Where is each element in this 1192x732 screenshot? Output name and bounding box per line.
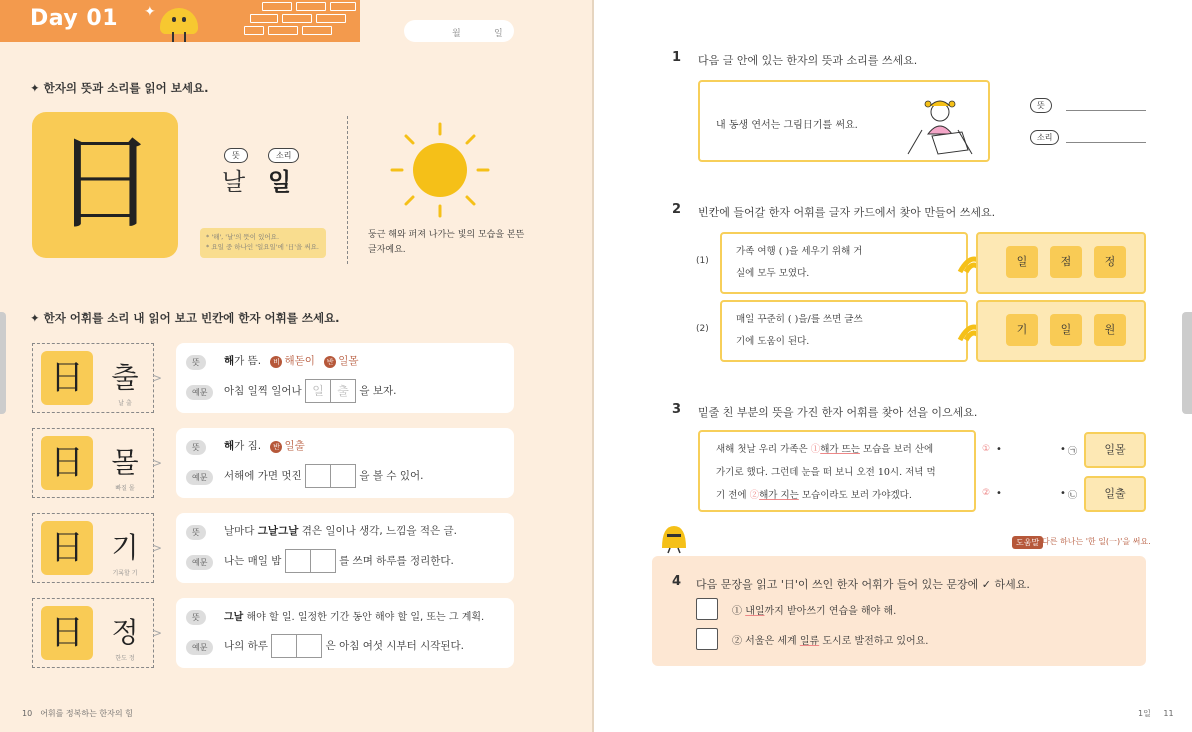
vocab-korean: 몰 — [111, 446, 139, 479]
q2-item-label: (2) — [696, 324, 709, 334]
vocab-info — [176, 428, 514, 498]
blank-box[interactable]: 일 — [305, 379, 331, 403]
q4-prompt: 다음 문장을 읽고 '日'이 쓰인 한자 어휘가 들어 있는 문장에 ✓ 하세요. — [696, 578, 1030, 591]
q1-meaning-answer-line[interactable] — [1066, 110, 1146, 111]
tag-meaning: 뜻 — [186, 440, 206, 455]
q4-option: ① 내일까지 받아쓰기 연습을 해야 해. — [732, 606, 897, 617]
char-card[interactable]: 원 — [1094, 314, 1126, 346]
vocab-hanja: 日 — [41, 351, 93, 405]
char-card[interactable]: 기 — [1006, 314, 1038, 346]
note-box — [200, 228, 326, 258]
tag-meaning: 뜻 — [186, 355, 206, 370]
q4-checkbox[interactable] — [696, 628, 718, 650]
meaning-pill: 뜻 — [224, 148, 248, 163]
q3-left-dot[interactable]: • — [996, 444, 1002, 455]
tip-text: 다른 하나는 '한 일(一)'을 써요. — [1042, 537, 1151, 546]
char-card-panel — [976, 232, 1146, 294]
sound-pill: 소리 — [268, 148, 299, 163]
q1-number: 1 — [672, 50, 682, 65]
day-title: Day 01 — [30, 6, 119, 31]
blank-box[interactable] — [296, 634, 322, 658]
date-field[interactable] — [404, 20, 514, 42]
q4-option: ② 서울은 세계 일류 도시로 발전하고 있어요. — [732, 636, 929, 647]
tag-example: 예문 — [186, 640, 213, 655]
meaning-word: 날 — [222, 168, 246, 196]
footer-right — [1138, 708, 1174, 719]
vocab-meaning: 날마다 그날그날 겪은 일이나 생각, 느낌을 적은 글. — [224, 525, 457, 537]
dashed-divider — [347, 116, 348, 264]
sound-word: 일 — [268, 168, 292, 196]
date-day-label: 일 — [494, 29, 503, 39]
vocab-info — [176, 598, 514, 668]
vocab-example: 나는 매일 밤 를 쓰며 하루를 정리한다. — [224, 553, 454, 568]
vocab-info — [176, 513, 514, 583]
blank-box[interactable] — [271, 634, 297, 658]
vocab-hanja: 日 — [41, 606, 93, 660]
blank-box[interactable]: 출 — [330, 379, 356, 403]
blank-box[interactable] — [310, 549, 336, 573]
vocab-korean: 기 — [111, 531, 139, 564]
q2-item-label: (1) — [696, 256, 709, 266]
side-tab-right[interactable] — [1182, 312, 1192, 414]
q2-prompt: 빈칸에 들어갈 한자 어휘를 글자 카드에서 찾아 만들어 쓰세요. — [698, 206, 996, 219]
blank-box[interactable] — [330, 464, 356, 488]
sparkle-icon: ✦ — [144, 4, 156, 20]
q3-left-mark: ② — [982, 488, 991, 498]
antonym-badge: 반 — [324, 356, 336, 368]
vocab-row — [32, 513, 516, 583]
vocab-info — [176, 343, 514, 413]
vocab-korean: 정 — [111, 616, 139, 649]
vocab-hint: 날 출 — [118, 400, 132, 407]
q4-checkbox[interactable] — [696, 598, 718, 620]
char-card[interactable]: 점 — [1050, 246, 1082, 278]
star-icon: ✦ — [30, 81, 40, 95]
mascot-icon — [654, 518, 694, 554]
section2-heading: ✦ 한자 어휘를 소리 내 읽어 보고 빈칸에 한자 어휘를 쓰세요. — [30, 311, 340, 325]
q4-number: 4 — [672, 574, 682, 589]
q3-right-dot[interactable]: • — [1060, 488, 1066, 499]
main-hanja: 日 — [52, 122, 157, 244]
q1-prompt: 다음 글 안에 있는 한자의 뜻과 소리를 쓰세요. — [698, 54, 918, 67]
left-page — [0, 0, 594, 732]
char-card[interactable]: 일 — [1006, 246, 1038, 278]
antonym-word: 일출 — [284, 440, 305, 452]
q4-panel — [652, 556, 1146, 666]
antonym-badge: 반 — [270, 441, 282, 453]
q3-right-mark: ㉡ — [1068, 491, 1078, 501]
q2-sentence: 매일 꾸준히 ( )을/를 쓰면 글쓰 기에 도움이 된다. — [736, 314, 863, 347]
chevron-right-icon: > — [152, 626, 163, 640]
q1-sentence-box — [698, 80, 990, 162]
vocab-hint: 한도 정 — [115, 655, 135, 662]
footer-left — [22, 708, 133, 719]
tip-badge: 도움말 — [1012, 536, 1043, 549]
vocab-example: 나의 하루 은 아침 여섯 시부터 시작된다. — [224, 638, 464, 653]
vocab-row — [32, 428, 516, 498]
tag-meaning: 뜻 — [186, 525, 206, 540]
q2-number: 2 — [672, 202, 682, 217]
synonym-badge: 비 — [270, 356, 282, 368]
page-number: 11 — [1163, 709, 1174, 718]
chevron-right-icon: > — [152, 456, 163, 470]
q1-sentence: 내 동생 연서는 그림日기를 써요. — [716, 120, 858, 131]
chapter-label: 1일 — [1138, 709, 1151, 718]
q2-sentence: 가족 여행 ( )을 세우기 위해 거 실에 모두 모였다. — [736, 246, 863, 279]
char-card[interactable]: 일 — [1050, 314, 1082, 346]
section1-heading: ✦ 한자의 뜻과 소리를 읽어 보세요. — [30, 81, 209, 95]
vocab-row — [32, 598, 516, 668]
vocab-korean: 출 — [111, 361, 139, 394]
main-hanja-card — [32, 112, 178, 258]
q2-sentence-box — [720, 300, 968, 362]
right-page — [594, 0, 1192, 732]
vocab-card — [32, 343, 154, 413]
mascot-legs-icon — [172, 32, 186, 42]
chevron-right-icon: > — [152, 371, 163, 385]
vocab-hanja: 日 — [41, 521, 93, 575]
q1-sound-pill: 소리 — [1030, 130, 1059, 145]
q3-number: 3 — [672, 402, 682, 417]
q2-sentence-box — [720, 232, 968, 294]
blank-box[interactable] — [305, 464, 331, 488]
vocab-hint: 기록할 기 — [112, 570, 138, 577]
tag-example: 예문 — [186, 470, 213, 485]
vocab-meaning: 해가 뜸. 비 해돋이 반 일몰 — [224, 355, 359, 367]
vocab-hanja: 日 — [41, 436, 93, 490]
vocab-meaning: 그날 해야 할 일. 일정한 기간 동안 해야 할 일, 또는 그 계획. — [224, 612, 485, 623]
note-line: * 요일 중 하나인 '일요일'에 '日'을 써요. — [206, 243, 319, 251]
q1-sound-answer-line[interactable] — [1066, 142, 1146, 143]
star-icon: ✦ — [30, 311, 40, 325]
vocab-row — [32, 343, 516, 413]
blank-box[interactable] — [285, 549, 311, 573]
antonym-word: 일몰 — [338, 355, 359, 367]
vocab-hint: 빠질 몰 — [115, 485, 135, 492]
book-title: 어휘를 정복하는 한자의 힘 — [40, 709, 133, 718]
vocab-card — [32, 513, 154, 583]
tag-example: 예문 — [186, 555, 213, 570]
char-card[interactable]: 정 — [1094, 246, 1126, 278]
note-line: * '해', '날'의 뜻이 있어요. — [206, 233, 280, 241]
page-number: 10 — [22, 709, 33, 718]
tag-example: 예문 — [186, 385, 213, 400]
vocab-meaning: 해가 짐. 반 일출 — [224, 440, 305, 452]
q3-passage: 새해 첫날 우리 가족은 ①해가 뜨는 모습을 보러 산에 가기로 했다. 그런데 눈을 떠 보니 오전 10시. 저녁 먹 기 전에 ②해가 지는 모습이라도 보러 가야겠다. — [716, 444, 936, 501]
sun-description: 둥근 해와 퍼져 나가는 빛의 모습을 본뜬 글자예요. — [368, 230, 525, 255]
vocab-example: 서해에 가면 멋진 을 볼 수 있어. — [224, 468, 423, 483]
q3-answer-card[interactable]: 일출 — [1084, 476, 1146, 512]
side-tab-left[interactable] — [0, 312, 6, 414]
date-month-label: 월 — [452, 29, 461, 39]
q3-left-mark: ① — [982, 444, 991, 454]
chevron-right-icon: > — [152, 541, 163, 555]
char-card-panel — [976, 300, 1146, 362]
synonym-word: 해돋이 — [284, 355, 315, 367]
q3-left-dot[interactable]: • — [996, 488, 1002, 499]
vocab-example: 아침 일찍 일어나 일 출 을 보자. — [224, 383, 396, 398]
sun-icon — [388, 120, 492, 220]
q3-right-dot[interactable]: • — [1060, 444, 1066, 455]
q3-answer-card[interactable]: 일몰 — [1084, 432, 1146, 468]
q3-passage-box — [698, 430, 976, 512]
q1-meaning-pill: 뜻 — [1030, 98, 1052, 113]
vocab-card — [32, 598, 154, 668]
q3-prompt: 밑줄 친 부분의 뜻을 가진 한자 어휘를 찾아 선을 이으세요. — [698, 406, 978, 419]
girl-writing-illustration — [906, 92, 974, 156]
vocab-card — [32, 428, 154, 498]
q3-right-mark: ㉠ — [1068, 447, 1078, 457]
tag-meaning: 뜻 — [186, 610, 206, 625]
